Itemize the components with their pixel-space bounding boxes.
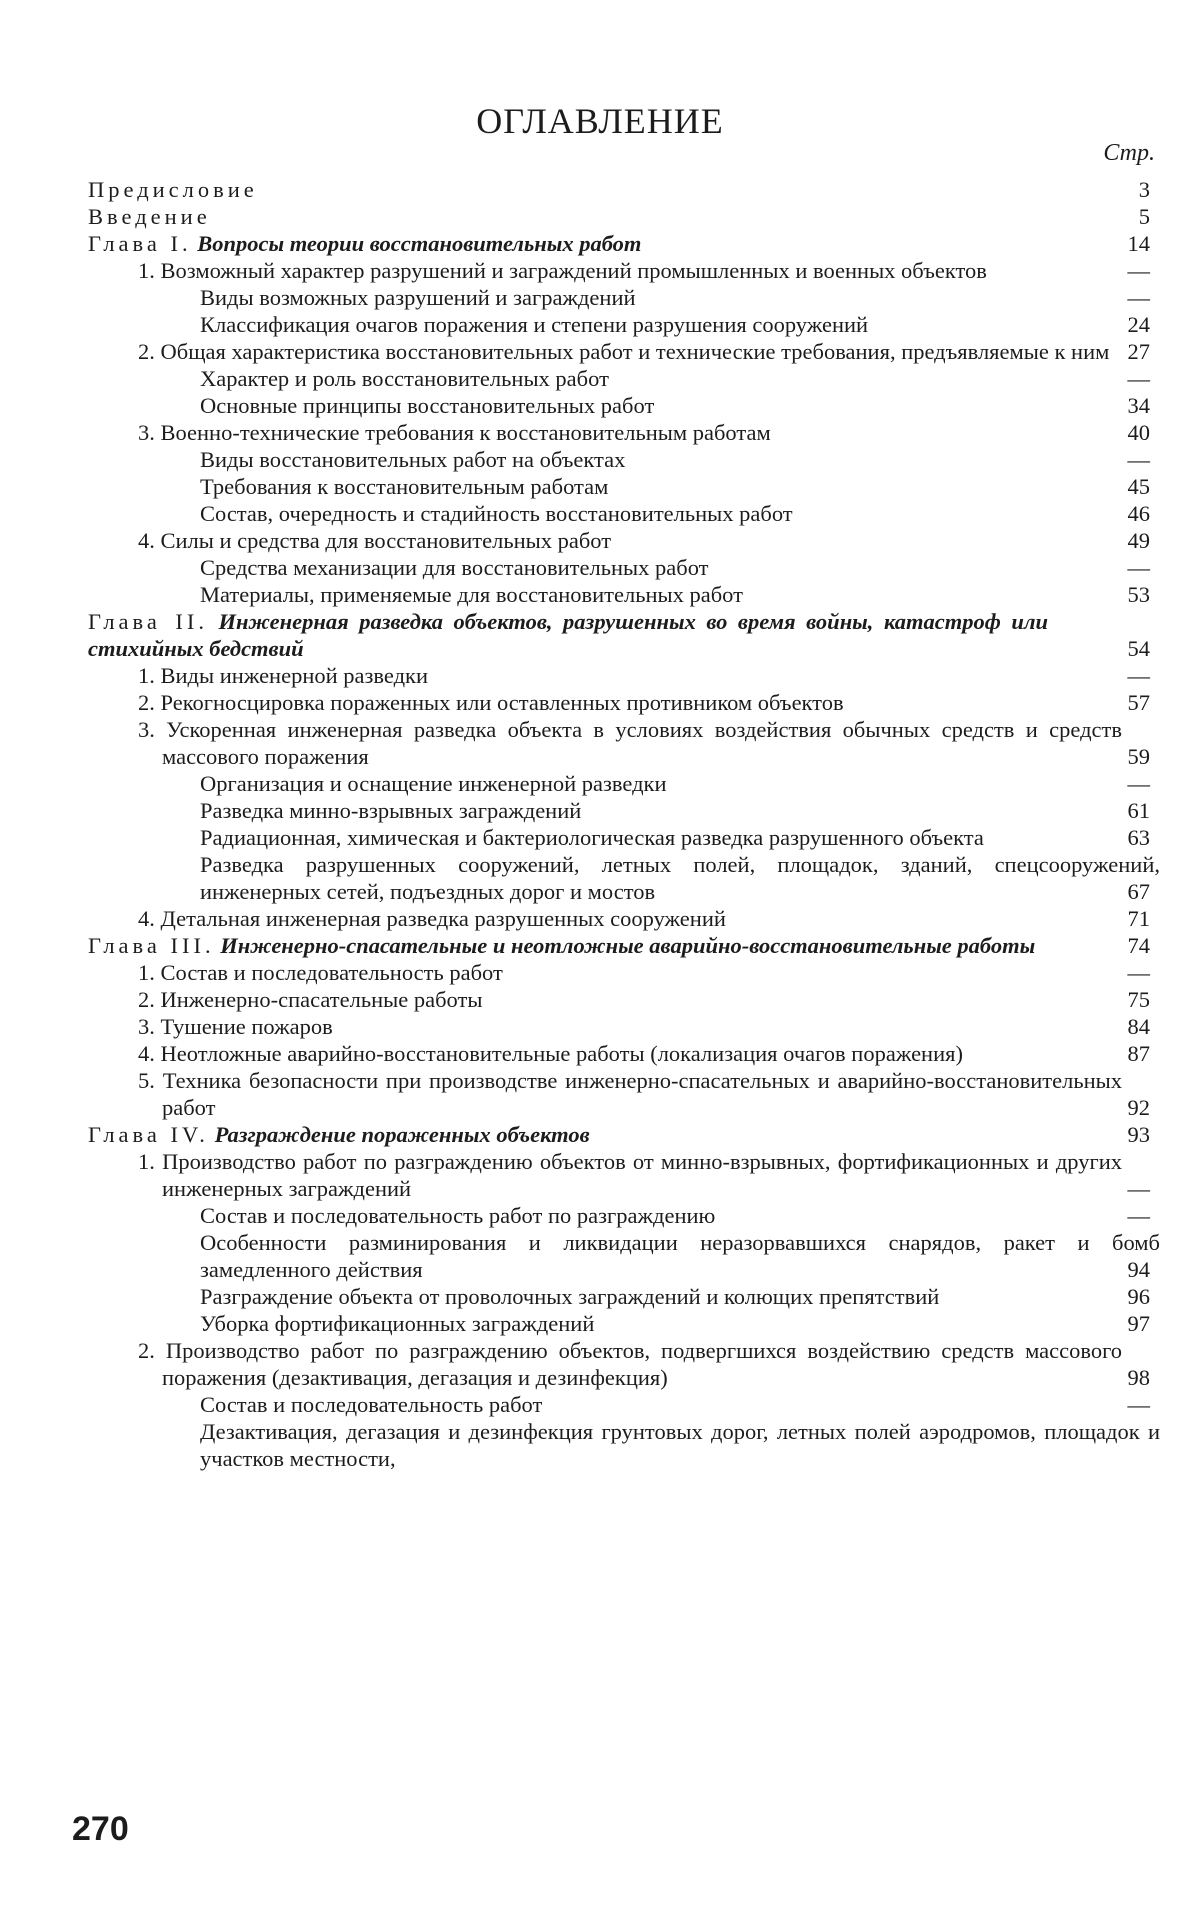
toc-entry-title: Инженерная разведка объектов, разрушенных во время войны, катастроф или стихийных бедствий <box>88 609 1048 661</box>
toc-entry-text <box>88 797 1160 824</box>
toc-entry-prefix: Глава I. <box>88 231 192 256</box>
toc-entry-text <box>88 554 1160 581</box>
toc-page-number: 53 <box>1127 582 1150 607</box>
toc-entry-title: Виды возможных разрушений и заграждений <box>200 285 636 310</box>
toc-entry-text <box>88 1229 1160 1283</box>
toc-page-number: 84 <box>1127 1014 1150 1039</box>
toc-entry-prefix: 2. <box>138 339 155 364</box>
toc-section <box>88 1040 1150 1067</box>
toc-page-number: 74 <box>1127 933 1150 958</box>
toc-entry-text <box>88 716 1122 770</box>
toc-entry-text <box>88 446 1160 473</box>
toc-entry-prefix: 4. <box>138 1041 155 1066</box>
toc-entry-title: Ускоренная инженерная разведка объекта в условиях воздействия обычных средств и средств массового поражения <box>162 717 1122 769</box>
toc-page-number: — <box>1127 285 1150 310</box>
toc-page-number: — <box>1127 1176 1150 1201</box>
toc-page-number: 87 <box>1127 1041 1150 1066</box>
toc-section <box>88 527 1150 554</box>
toc-entry-text <box>88 257 1122 284</box>
toc-page-number: 24 <box>1127 312 1150 337</box>
toc-page-number: — <box>1127 1392 1150 1417</box>
toc-entry-title: Характер и роль восстановительных работ <box>200 366 609 391</box>
toc-subsection <box>88 392 1150 419</box>
toc-entry-text <box>88 338 1122 365</box>
toc-entry-text <box>88 311 1160 338</box>
toc-page-number: 63 <box>1127 825 1150 850</box>
toc-page-number: — <box>1127 771 1150 796</box>
toc-entry-title: Уборка фортификационных заграждений <box>200 1311 595 1336</box>
toc-page-number: 96 <box>1127 1284 1150 1309</box>
toc-entry-text <box>88 1310 1160 1337</box>
toc-section <box>88 257 1150 284</box>
toc-chapter <box>88 1121 1150 1148</box>
toc-section <box>88 986 1150 1013</box>
toc-entry-text <box>88 1418 1160 1472</box>
toc-entry-prefix: 4. <box>138 906 155 931</box>
toc-entry-prefix: Введение <box>88 204 211 229</box>
toc-chapter <box>88 203 1150 230</box>
toc-entry-text <box>88 1202 1160 1229</box>
toc-entry-text <box>88 662 1122 689</box>
toc-entry-title: Производство работ по разграждению объектов, подвергшихся воздействию средств массового поражения (дезактивация, дегазация и дезинфекция) <box>162 1338 1122 1390</box>
toc-subsection <box>88 284 1150 311</box>
toc-subsection <box>88 851 1160 905</box>
toc-entry-prefix: Глава II. <box>88 609 208 634</box>
toc-subsection <box>88 770 1150 797</box>
toc-subsection <box>88 446 1150 473</box>
toc-entry-title: Тушение пожаров <box>160 1014 333 1039</box>
toc-entry-prefix: Глава IV. <box>88 1122 209 1147</box>
toc-section <box>88 1067 1150 1121</box>
toc-entry-title: Разведка разрушенных сооружений, летных полей, площадок, зданий, спецсооружений, инженерных сетей, подъездных дорог и мостов <box>200 852 1160 904</box>
toc-entry-title: Силы и средства для восстановительных работ <box>160 528 612 553</box>
toc-page-number: 67 <box>1127 879 1150 904</box>
toc-entry-title: Разграждение пораженных объектов <box>214 1122 590 1147</box>
toc-entry-text <box>88 1391 1160 1418</box>
toc-entry-text <box>88 284 1160 311</box>
toc-entry-title: Производство работ по разграждению объектов от минно-взрывных, фортификационных и других инженерных заграждений <box>162 1149 1122 1201</box>
toc-page-number: 98 <box>1127 1365 1150 1390</box>
toc-entry-text <box>88 770 1160 797</box>
toc-page-number: 45 <box>1127 474 1150 499</box>
toc-entry-text <box>88 419 1122 446</box>
toc-page-number: 61 <box>1127 798 1150 823</box>
toc-section <box>88 419 1150 446</box>
toc-page-number: 75 <box>1127 987 1150 1012</box>
toc-page-number: — <box>1127 258 1150 283</box>
toc-page-number: 27 <box>1127 339 1150 364</box>
toc-subsection <box>88 473 1150 500</box>
toc-entry-text <box>88 230 1048 257</box>
toc-entry-title: Военно-технические требования к восстановительным работам <box>160 420 771 445</box>
toc-page-number: 54 <box>1127 636 1150 661</box>
toc-entry-title: Детальная инженерная разведка разрушенных сооружений <box>160 906 726 931</box>
toc-subsection <box>88 311 1150 338</box>
toc-chapter <box>88 176 1150 203</box>
toc-section <box>88 662 1150 689</box>
toc-subsection <box>88 554 1150 581</box>
toc-page-number: 3 <box>1138 177 1150 202</box>
toc-subsection <box>88 1391 1150 1418</box>
toc-section <box>88 338 1150 365</box>
toc-entry-title: Состав и последовательность работ <box>160 960 503 985</box>
toc-section <box>88 1337 1150 1391</box>
toc-page-number: 14 <box>1127 231 1150 256</box>
toc-page-number: — <box>1127 447 1150 472</box>
toc-entry-prefix: 4. <box>138 528 155 553</box>
toc-entry-text <box>88 608 1048 662</box>
toc-entry-text <box>88 1013 1122 1040</box>
toc-entry-title: Классификация очагов поражения и степени разрушения сооружений <box>200 312 869 337</box>
toc-entry-prefix: 1. <box>138 663 155 688</box>
toc-entry-title: Техника безопасности при производстве инженерно-спасательных и аварийно-восстановительных работ <box>162 1068 1122 1120</box>
toc-subsection <box>88 1202 1150 1229</box>
toc-entry-text <box>88 473 1160 500</box>
toc-entry-title: Вопросы теории восстановительных работ <box>197 231 642 256</box>
toc-subsection <box>88 1310 1150 1337</box>
toc-page-number: 34 <box>1127 393 1150 418</box>
toc-entry-text <box>88 1337 1122 1391</box>
toc-page-number: — <box>1127 960 1150 985</box>
toc-entry-prefix: 2. <box>138 1338 155 1363</box>
toc-entry-text <box>88 1067 1122 1121</box>
toc-entry-title: Особенности разминирования и ликвидации неразорвавшихся снарядов, ракет и бомб замедленного действия <box>200 1230 1160 1282</box>
toc-page-number: 97 <box>1127 1311 1150 1336</box>
toc-entry-text <box>88 851 1160 905</box>
toc-section <box>88 1013 1150 1040</box>
toc-subsection <box>88 500 1150 527</box>
toc-subsection <box>88 365 1150 392</box>
toc-entry-title: Радиационная, химическая и бактериологическая разведка разрушенного объекта <box>200 825 984 850</box>
toc-page-number: — <box>1127 1203 1150 1228</box>
table-of-contents <box>88 176 1160 1472</box>
toc-entry-prefix: 1. <box>138 1149 155 1174</box>
toc-entry-title: Основные принципы восстановительных работ <box>200 393 655 418</box>
toc-page-number: 49 <box>1127 528 1150 553</box>
toc-entry-text <box>88 392 1160 419</box>
toc-subsection <box>88 1229 1160 1283</box>
toc-entry-prefix: Предисловие <box>88 177 258 202</box>
toc-entry-text <box>88 365 1160 392</box>
toc-entry-text <box>88 176 1048 203</box>
toc-entry-title: Инженерно-спасательные работы <box>160 987 483 1012</box>
toc-page-number: 92 <box>1127 1095 1150 1120</box>
toc-entry-title: Виды инженерной разведки <box>160 663 429 688</box>
toc-page-number: 59 <box>1127 744 1150 769</box>
toc-entry-text <box>88 1040 1122 1067</box>
toc-entry-title: Состав и последовательность работ по разграждению <box>200 1203 716 1228</box>
toc-entry-prefix: 3. <box>138 420 155 445</box>
toc-subsection <box>88 1418 1160 1472</box>
toc-entry-prefix: 1. <box>138 258 155 283</box>
toc-chapter <box>88 230 1150 257</box>
toc-page-number: — <box>1127 366 1150 391</box>
toc-entry-prefix: 3. <box>138 1014 155 1039</box>
toc-entry-title: Дезактивация, дегазация и дезинфекция грунтовых дорог, летных полей аэродромов, площадок и участков местности, <box>200 1419 1160 1471</box>
toc-entry-title: Материалы, применяемые для восстановительных работ <box>200 582 743 607</box>
toc-entry-text <box>88 824 1160 851</box>
toc-page-number: 46 <box>1127 501 1150 526</box>
page-column-header: Стр. <box>1103 140 1155 166</box>
toc-section <box>88 959 1150 986</box>
toc-section <box>88 1148 1150 1202</box>
toc-entry-prefix: 2. <box>138 690 155 715</box>
toc-page-number: 40 <box>1127 420 1150 445</box>
toc-section <box>88 716 1150 770</box>
toc-entry-title: Инженерно-спасательные и неотложные аварийно-восстановительные работы <box>220 933 1036 958</box>
toc-entry-text <box>88 1121 1048 1148</box>
toc-entry-title: Состав, очередность и стадийность восстановительных работ <box>200 501 793 526</box>
toc-entry-title: Виды восстановительных работ на объектах <box>200 447 626 472</box>
toc-page-number: — <box>1127 555 1150 580</box>
toc-entry-title: Разведка минно-взрывных заграждений <box>200 798 582 823</box>
toc-subsection <box>88 581 1150 608</box>
toc-entry-text <box>88 959 1122 986</box>
page-title: ОГЛАВЛЕНИЕ <box>476 101 724 141</box>
toc-entry-title: Организация и оснащение инженерной разведки <box>200 771 667 796</box>
toc-entry-prefix: 3. <box>138 717 155 742</box>
toc-chapter <box>88 932 1150 959</box>
toc-entry-title: Рекогносцировка пораженных или оставленных противником объектов <box>160 690 844 715</box>
toc-entry-text <box>88 932 1048 959</box>
toc-subsection <box>88 1283 1150 1310</box>
toc-subsection <box>88 824 1150 851</box>
toc-entry-title: Общая характеристика восстановительных работ и технические требования, предъявляемые к ним <box>160 339 1110 364</box>
toc-entry-title: Требования к восстановительным работам <box>200 474 609 499</box>
toc-page-number: 5 <box>1138 204 1150 229</box>
toc-entry-prefix: 5. <box>138 1068 155 1093</box>
toc-entry-text <box>88 1148 1122 1202</box>
toc-section <box>88 689 1150 716</box>
toc-entry-prefix: Глава III. <box>88 933 215 958</box>
toc-entry-text <box>88 1283 1160 1310</box>
toc-entry-title: Возможный характер разрушений и заграждений промышленных и военных объектов <box>160 258 987 283</box>
toc-entry-text <box>88 581 1160 608</box>
toc-section <box>88 905 1150 932</box>
toc-entry-text <box>88 905 1122 932</box>
toc-page-number: 94 <box>1127 1257 1150 1282</box>
toc-entry-prefix: 2. <box>138 987 155 1012</box>
toc-page-number: 71 <box>1127 906 1150 931</box>
page-number: 270 <box>72 1810 129 1848</box>
toc-chapter <box>88 608 1150 662</box>
toc-entry-title: Неотложные аварийно-восстановительные работы (локализация очагов поражения) <box>160 1041 963 1066</box>
toc-entry-text <box>88 500 1160 527</box>
toc-entry-text <box>88 689 1122 716</box>
toc-entry-title: Состав и последовательность работ <box>200 1392 543 1417</box>
toc-entry-text <box>88 203 1048 230</box>
toc-page-number: — <box>1127 663 1150 688</box>
toc-subsection <box>88 797 1150 824</box>
toc-entry-text <box>88 986 1122 1013</box>
toc-entry-title: Разграждение объекта от проволочных заграждений и колющих препятствий <box>200 1284 940 1309</box>
toc-page-number: 93 <box>1127 1122 1150 1147</box>
toc-entry-title: Средства механизации для восстановительных работ <box>200 555 709 580</box>
toc-page-number: 57 <box>1127 690 1150 715</box>
toc-entry-text <box>88 527 1122 554</box>
toc-entry-prefix: 1. <box>138 960 155 985</box>
